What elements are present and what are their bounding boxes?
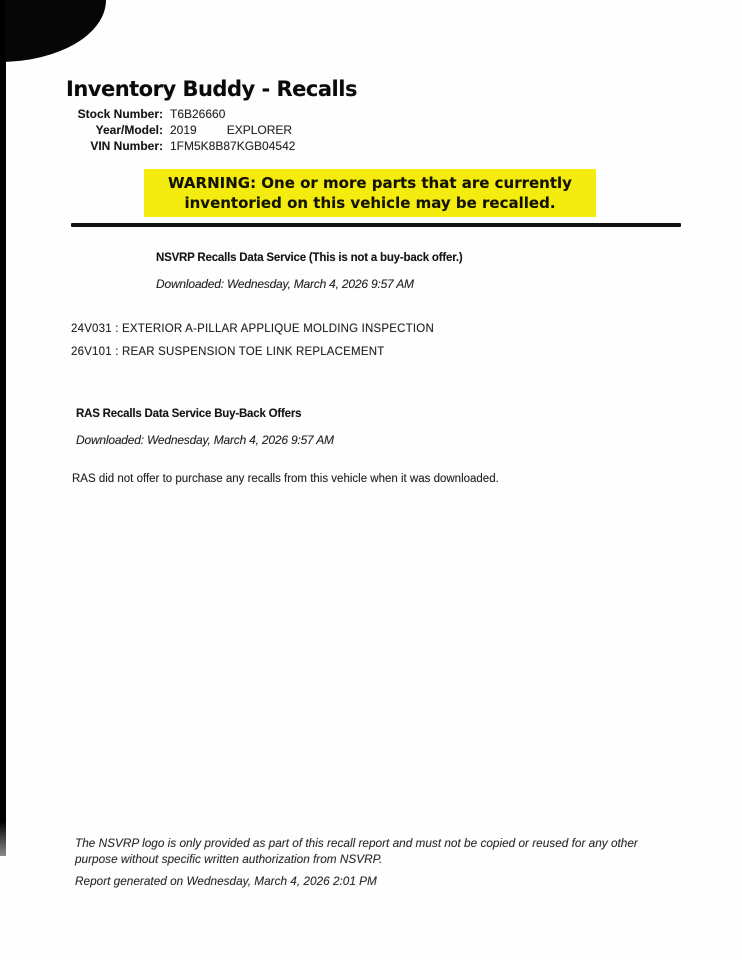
warning-line-2: inventoried on this vehicle may be recalled. (184, 193, 556, 212)
footer-disclaimer-line-2: purpose without specific written authorization from NSVRP. (75, 852, 383, 866)
year-model-row (63, 122, 295, 138)
recall-item: 26V101 : REAR SUSPENSION TOE LINK REPLACEMENT (71, 346, 385, 358)
page-title: Inventory Buddy - Recalls (66, 77, 357, 101)
warning-line-1: WARNING: One or more parts that are currently (168, 174, 572, 192)
footer-disclaimer (75, 835, 638, 867)
footer-disclaimer-line-1: The NSVRP logo is only provided as part of this recall report and must not be copied or reused for any other (75, 836, 638, 850)
stock-number-label: Stock Number: (77, 107, 163, 121)
year-model-label: Year/Model: (95, 123, 163, 137)
ras-section-heading: RAS Recalls Data Service Buy-Back Offers (76, 408, 302, 420)
year-value: 2019 (170, 123, 197, 137)
stock-number-row (63, 106, 295, 122)
section-divider-rule (71, 223, 681, 227)
recall-warning-banner (144, 169, 596, 217)
scan-artifact-left-edge (0, 0, 6, 856)
vehicle-info-block (63, 106, 295, 154)
footer-generated-timestamp: Report generated on Wednesday, March 4, 2026 2:01 PM (75, 874, 377, 888)
vin-row (63, 138, 295, 154)
vin-label: VIN Number: (90, 139, 163, 153)
vin-value: 1FM5K8B87KGB04542 (170, 139, 296, 153)
ras-download-timestamp: Downloaded: Wednesday, March 4, 2026 9:57 AM (76, 433, 334, 447)
model-value: EXPLORER (226, 123, 293, 137)
recall-item: 24V031 : EXTERIOR A-PILLAR APPLIQUE MOLDING INSPECTION (71, 323, 434, 335)
nsvrp-section-heading: NSVRP Recalls Data Service (This is not a buy-back offer.) (156, 252, 463, 264)
ras-no-offer-text: RAS did not offer to purchase any recalls from this vehicle when it was downloaded. (72, 473, 499, 485)
scan-artifact-corner (0, 0, 106, 62)
stock-number-value: T6B26660 (170, 107, 226, 121)
nsvrp-download-timestamp: Downloaded: Wednesday, March 4, 2026 9:57 AM (156, 277, 414, 291)
